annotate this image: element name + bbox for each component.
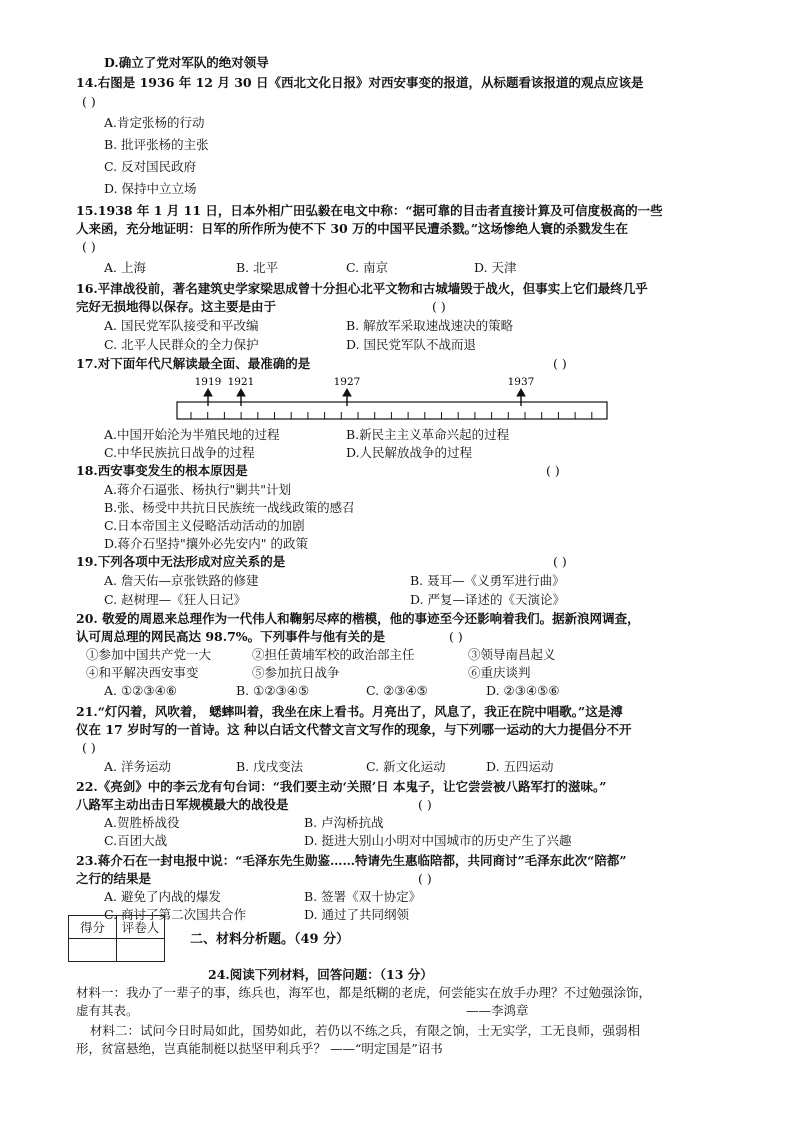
q16-option-c: C. 北平人民群众的全力保护 [104, 337, 259, 352]
q16-option-b: B. 解放军采取速战速决的策略 [346, 318, 514, 333]
q22-answer-paren: ( ) [418, 797, 432, 812]
timeline-year-1927: 1927 [333, 376, 361, 388]
q23-option-d: D. 通过了共同纲领 [304, 907, 410, 922]
q19-option-c: C. 赵树理—《狂人日记》 [104, 592, 247, 607]
q14-option-a: A.肯定张杨的行动 [104, 115, 205, 130]
q17-answer-paren: ( ) [553, 356, 567, 371]
q24-material-2-line2: 形，贫富悬绝，岂真能制梃以挞坚甲利兵乎？ ——“明定国是”诏书 [76, 1041, 443, 1056]
q21-option-a: A. 洋务运动 [104, 759, 171, 774]
q22-option-d: D. 挺进大别山小明对中国城市的历史产生了兴趣 [304, 833, 572, 848]
q21-stem-line1: 21.“灯闪着，风吹着， 蟋蟀叫着，我坐在床上看书。月亮出了，风息了，我正在院中唱歌。”这是溥 [76, 704, 623, 719]
q22-option-b: B. 卢沟桥抗战 [304, 815, 384, 830]
q24-material-2-line1: 材料二：试问今日时局如此，国势如此，若仍以不练之兵，有限之饷，士无实学，工无良师，强弱相 [90, 1023, 641, 1038]
q24-material-1-source: ——李鸿章 [466, 1003, 529, 1018]
timeline-arrows [204, 389, 525, 406]
q20-option-b: B. ①②③④⑤ [236, 683, 310, 698]
q21-answer-paren: ( ) [82, 740, 96, 755]
q18-option-b: B.张、杨受中共抗日民族统一战线政策的感召 [104, 500, 355, 515]
q17-option-a: A.中国开始沦为半殖民地的过程 [104, 427, 280, 442]
q14-option-b: B. 批评张杨的主张 [104, 137, 209, 152]
q20-answer-paren: ( ) [449, 629, 463, 644]
q18-option-c: C.日本帝国主义侵略活动活动的加剧 [104, 518, 305, 533]
q16-answer-paren: ( ) [432, 299, 446, 314]
q14-answer-paren: ( ) [82, 94, 96, 109]
q17-option-b: B.新民主主义革命兴起的过程 [346, 427, 510, 442]
q18-option-a: A.蒋介石逼张、杨执行"剿共"计划 [104, 482, 292, 497]
q21-option-b: B. 戊戌变法 [236, 759, 304, 774]
timeline-ruler [176, 372, 608, 424]
q13-option-d: D.确立了党对军队的绝对领导 [104, 55, 269, 70]
score-cell[interactable] [69, 939, 117, 962]
q17-option-d: D.人民解放战争的过程 [346, 445, 473, 460]
q24-stem: 24.阅读下列材料，回答问题：（13 分） [208, 967, 433, 982]
q24-material-1-line2: 虚有其表。 [76, 1003, 139, 1018]
q20-option-a: A. ①②③④⑥ [104, 683, 178, 698]
q16-option-d: D. 国民党军队不战而退 [346, 337, 477, 352]
q20-item-1: ①参加中国共产党一大 [86, 647, 212, 662]
q22-stem-line2: 八路军主动出击日军规模最大的战役是 [76, 797, 289, 812]
q19-answer-paren: ( ) [553, 554, 567, 569]
q23-option-a: A. 避免了内战的爆发 [104, 889, 221, 904]
q17-stem: 17.对下面年代尺解读最全面、最准确的是 [76, 356, 311, 371]
q22-option-a: A.贺胜桥战役 [104, 815, 180, 830]
q19-option-d: D. 严复—译述的《天演论》 [410, 592, 566, 607]
q20-stem-line2: 认可周总理的网民高达 98.7%。下列事件与他有关的是 [76, 629, 386, 644]
q20-item-6: ⑥重庆谈判 [468, 665, 531, 680]
q15-option-c: C. 南京 [346, 260, 389, 275]
grader-cell[interactable] [117, 939, 165, 962]
q15-stem-line2: 人来函，充分地证明：日军的所作所为使不下 30 万的中国平民遭杀戮。”这场惨绝人寰的杀戮发生在 [76, 221, 629, 236]
q18-answer-paren: ( ) [546, 463, 560, 478]
q20-item-4: ④和平解决西安事变 [86, 665, 199, 680]
q24-material-1-line1: 材料一：我办了一辈子的事，练兵也，海军也，都是纸糊的老虎，何尝能实在放手办理？不过勉强涂饰， [76, 985, 652, 1000]
grader-header: 评卷人 [117, 916, 165, 939]
q20-stem-line1: 20. 敬爱的周恩来总理作为一代伟人和鞠躬尽瘁的楷模，他的事迹至今还影响着我们。据新浪网调查， [76, 611, 640, 626]
q19-option-b: B. 聂耳—《义勇军进行曲》 [410, 573, 565, 588]
q14-option-c: C. 反对国民政府 [104, 159, 197, 174]
timeline-year-1919: 1919 [194, 376, 222, 388]
q20-item-5: ⑤参加抗日战争 [252, 665, 340, 680]
q15-option-d: D. 天津 [474, 260, 517, 275]
q15-answer-paren: ( ) [82, 239, 96, 254]
q15-option-b: B. 北平 [236, 260, 279, 275]
q14-option-d: D. 保持中立立场 [104, 181, 197, 196]
section-2-title: 二、材料分析题。（49 分） [190, 932, 350, 947]
q15-option-a: A. 上海 [104, 260, 146, 275]
q19-option-a: A. 詹天佑—京张铁路的修建 [104, 573, 259, 588]
q20-item-2: ②担任黄埔军校的政治部主任 [252, 647, 415, 662]
q21-stem-line2: 仪在 17 岁时写的一首诗。这 种以白话文代替文言文写作的现象，与下列哪一运动的大力提倡分不开 [76, 722, 632, 737]
score-table [68, 915, 165, 962]
q20-item-3: ③领导南昌起义 [468, 647, 556, 662]
q18-stem: 18.西安事变发生的根本原因是 [76, 463, 248, 478]
q23-stem-line1: 23.蒋介石在一封电报中说：“毛泽东先生勋鉴……特请先生惠临陪都，共同商讨”毛泽东此次“陪都” [76, 853, 627, 868]
q22-option-c: C.百团大战 [104, 833, 168, 848]
q21-option-c: C. 新文化运动 [366, 759, 446, 774]
q23-option-c: C. 商讨了第二次国共合作 [104, 907, 247, 922]
q19-stem: 19.下列各项中无法形成对应关系的是 [76, 554, 286, 569]
q20-option-c: C. ②③④⑤ [366, 683, 428, 698]
q16-stem-line2: 完好无损地得以保存。这主要是由于 [76, 299, 277, 314]
q23-option-b: B. 签署《双十协定》 [304, 889, 422, 904]
q22-stem-line1: 22.《亮剑》中的李云龙有句台词：“我们要主动‘关照’日 本鬼子，让它尝尝被八路军打的滋味。” [76, 779, 607, 794]
timeline-year-1921: 1921 [227, 376, 255, 388]
q16-stem-line1: 16.平津战役前，著名建筑史学家梁思成曾十分担心北平文物和古城墙毁于战火，但事实上它们最终几乎 [76, 281, 648, 296]
timeline-year-1937: 1937 [507, 376, 535, 388]
q21-option-d: D. 五四运动 [486, 759, 554, 774]
q18-option-d: D.蒋介石坚持"攘外必先安内" 的政策 [104, 536, 309, 551]
q23-stem-line2: 之行的结果是 [76, 871, 152, 886]
q14-stem: 14.右图是 1936 年 12 月 30 日《西北文化日报》对西安事变的报道，从标题看该报道的观点应该是 [76, 75, 644, 90]
q17-option-c: C.中华民族抗日战争的过程 [104, 445, 255, 460]
q16-option-a: A. 国民党军队接受和平改编 [104, 318, 259, 333]
q15-stem-line1: 15.1938 年 1 月 11 日，日本外相广田弘毅在电文中称：“据可靠的目击者直接计算及可信度极高的一些 [76, 203, 663, 218]
score-header: 得分 [69, 916, 117, 939]
q20-option-d: D. ②③④⑤⑥ [486, 683, 560, 698]
q23-answer-paren: ( ) [418, 871, 432, 886]
